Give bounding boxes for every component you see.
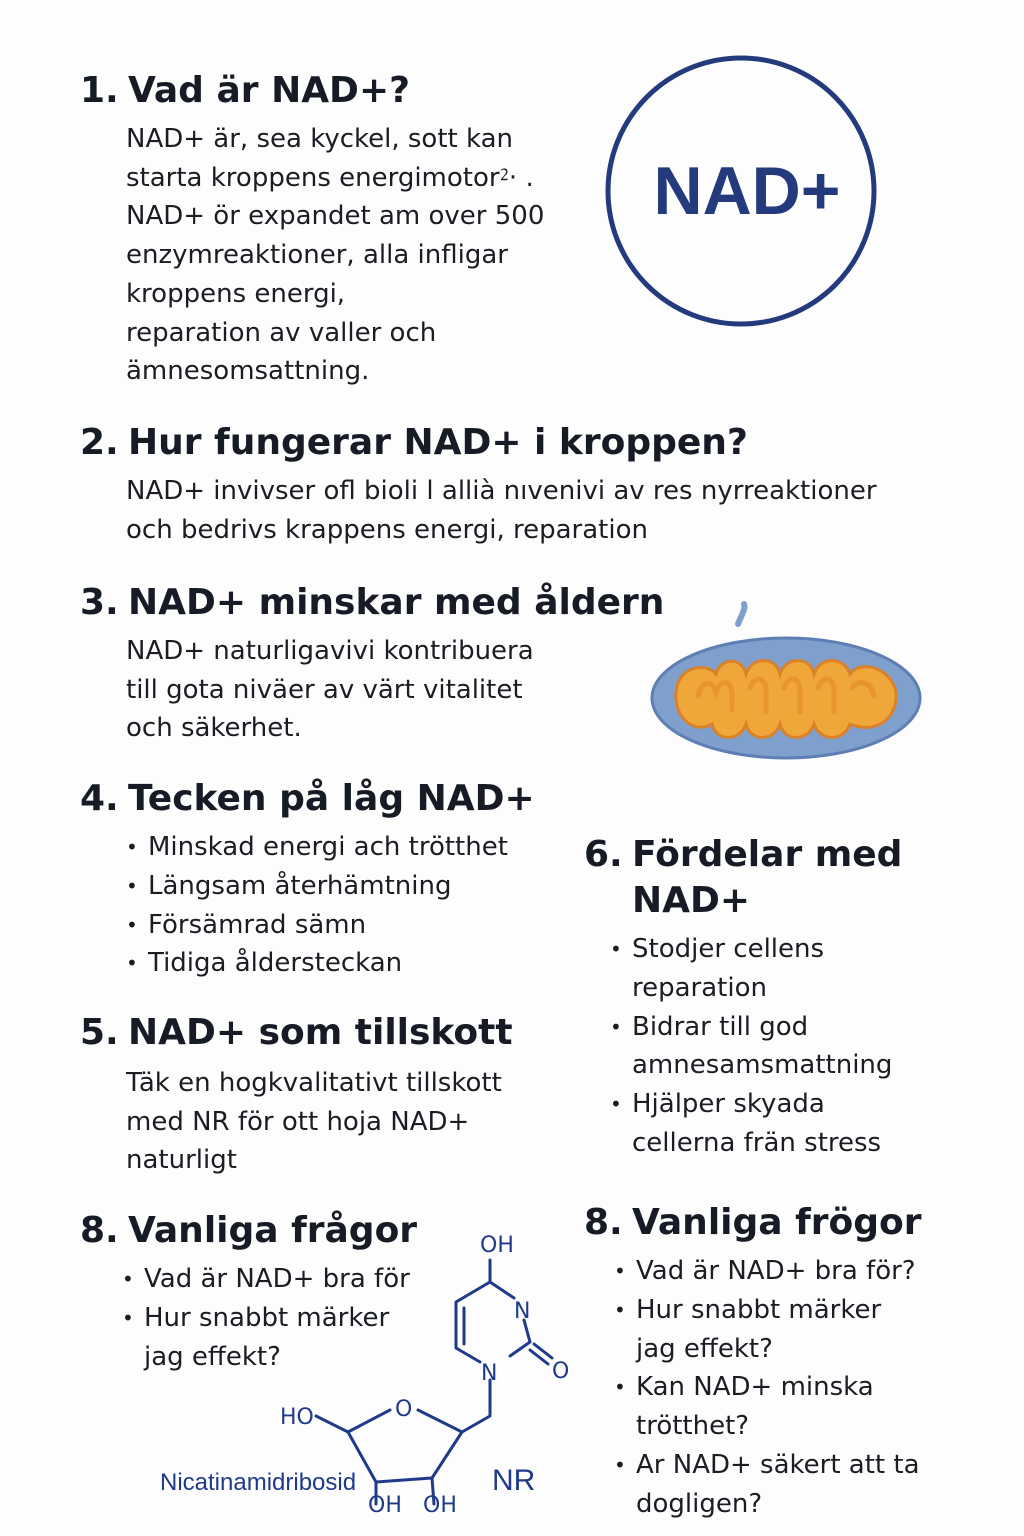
- list-item: • Tidiga åldersteckan: [124, 944, 535, 983]
- mito-inner-membrane: [676, 661, 896, 738]
- section-body: NAD+ invivser ofl bioli l allià nıvenivi av res nyrreaktioner och bedrivs krappens energi, reparation: [126, 476, 877, 545]
- molecule-abbreviation: NR: [492, 1464, 536, 1497]
- section-what-is-nad: [80, 68, 544, 391]
- label-oh-left: OH: [368, 1493, 402, 1518]
- section-heading: 2. Hur fungerar NAD+ i kroppen?: [80, 422, 748, 463]
- section-heading: 6. Fördelar med NAD+: [584, 834, 903, 921]
- section-faq-right: [584, 1200, 922, 1524]
- list-item: • Ar NAD+ säkert att ta dogligen?: [612, 1446, 922, 1524]
- section-heading: 5. NAD+ som tillskott: [80, 1012, 513, 1053]
- list-item: • Stodjer cellens reparation: [608, 930, 902, 1008]
- list-item: • Försämrad sämn: [124, 906, 535, 945]
- section-nad-supplement: [80, 1010, 513, 1180]
- section-heading: 3. NAD+ minskar med åldern: [80, 582, 665, 623]
- list-item: • Vad är NAD+ bra för?: [612, 1252, 922, 1291]
- section-heading: 1. Vad är NAD+?: [80, 70, 410, 111]
- bullet-list: [80, 828, 535, 983]
- bullet-list: [584, 930, 902, 1163]
- section-low-nad-signs: [80, 776, 535, 983]
- list-item: • Bidrar till god amnesamsmattning: [608, 1008, 902, 1086]
- section-how-nad-works: [80, 420, 877, 549]
- label-oh-right: OH: [423, 1493, 457, 1518]
- label-oh-top: OH: [480, 1233, 514, 1258]
- section-body: NAD+ är, sea kyckel, sott kan starta kroppens energimotor⁲· . NAD+ ör expandet am over 500 enzymreaktioner, alla infligar kroppens energi, reparation av valler och ämnesomsattning.: [126, 124, 545, 387]
- label-ho: HO: [280, 1405, 314, 1430]
- label-o-keto: O: [552, 1359, 570, 1384]
- nicotinamide-riboside-structure: [150, 1220, 590, 1530]
- label-n1: N: [514, 1299, 531, 1324]
- section-heading: 4. Tecken på låg NAD+: [80, 778, 535, 819]
- nad-logo-circle: [604, 54, 878, 328]
- logo-text: NAD+: [653, 153, 841, 229]
- section-benefits: [584, 832, 902, 1163]
- section-body: NAD+ naturligavivi kontribuera till gota niväer av värt vitalitet och säkerhet.: [126, 636, 534, 744]
- list-item: • Hur snabbt märker jag effekt?: [120, 1299, 417, 1377]
- section-body: Täk en hogkvalitativt tillskott med NR för ott hoja NAD+ naturligt: [126, 1068, 502, 1176]
- list-item: • Vad är NAD+ bra för: [120, 1260, 417, 1299]
- list-item: • Längsam återhämtning: [124, 867, 535, 906]
- label-o-ring: O: [395, 1397, 413, 1422]
- section-heading: 8. Vanliga frågor: [80, 1210, 418, 1251]
- label-n2: N: [481, 1361, 498, 1386]
- list-item: • Kan NAD+ minska trötthet?: [612, 1368, 922, 1446]
- molecule-name: Nicatinamidribosid: [160, 1469, 357, 1496]
- mitochondrion-illustration: [646, 596, 926, 776]
- section-nad-decreases: [80, 580, 664, 748]
- bullet-list: [584, 1252, 922, 1524]
- section-heading: 8. Vanliga frögor: [584, 1202, 922, 1243]
- list-item: • Hjälper skyada cellerna frän stress: [608, 1085, 902, 1163]
- list-item: • Minskad energi ach trötthet: [124, 828, 535, 867]
- list-item: • Hur snabbt märker jag effekt?: [612, 1291, 922, 1369]
